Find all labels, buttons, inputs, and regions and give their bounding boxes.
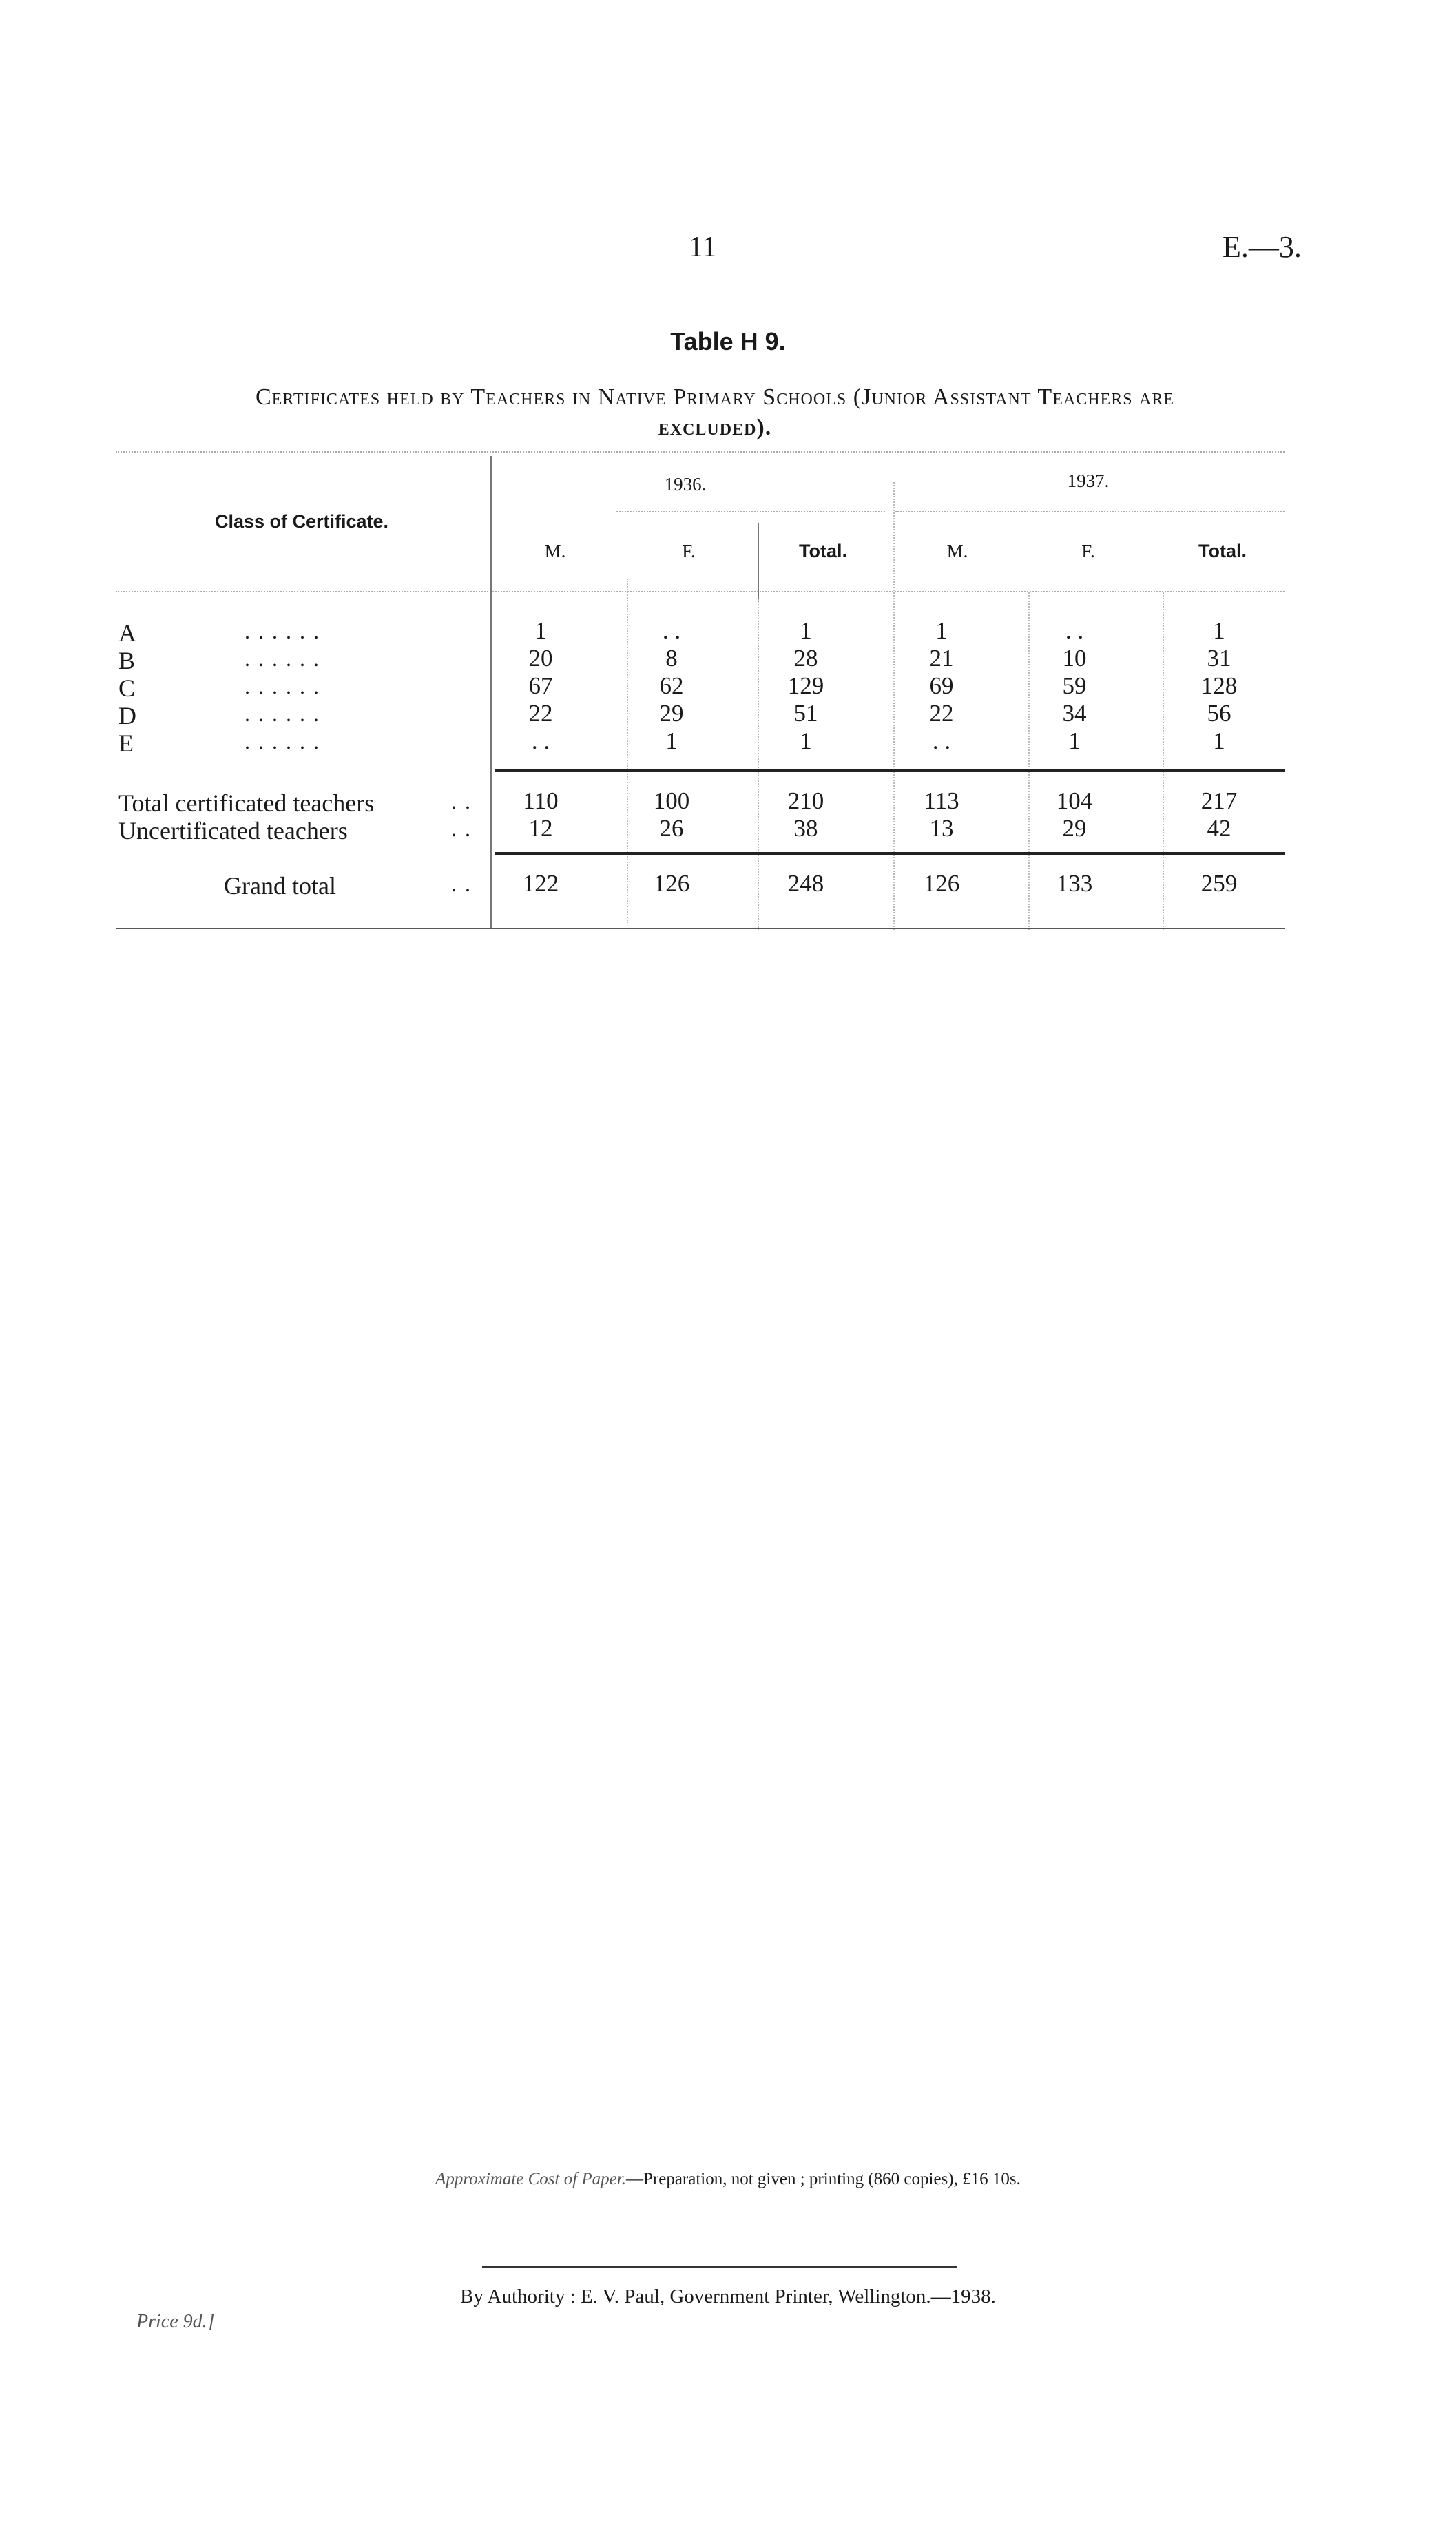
leader-dots: . . . . . .	[245, 701, 320, 726]
cell-value: 122	[522, 870, 559, 897]
document-reference: E.—3.	[1223, 230, 1302, 264]
leader-dots: . .	[451, 816, 472, 841]
table-caption	[116, 382, 1314, 443]
printer-authority: By Authority : E. V. Paul, Government Printer, Wellington.—1938.	[460, 2285, 996, 2308]
price: Price 9d.]	[136, 2311, 215, 2332]
cell-value: 1	[1068, 727, 1081, 754]
cell-value: 217	[1200, 787, 1238, 814]
cell-value: 259	[1200, 870, 1238, 897]
col-f-1936: F.	[682, 541, 696, 561]
cell-value: 210	[787, 787, 824, 814]
cell-value: 38	[793, 815, 818, 842]
cell-value: 13	[929, 815, 954, 842]
row-label: Uncertificated teachers	[118, 817, 348, 844]
cell-value: 1	[1213, 617, 1225, 644]
table-title: Table H 9.	[670, 327, 786, 355]
cell-value: 129	[787, 672, 824, 699]
cell-value: . .	[1065, 617, 1084, 644]
row-label: Grand total	[224, 872, 336, 900]
row-label: C	[118, 674, 136, 702]
cell-value: 29	[659, 700, 684, 727]
cell-value: 20	[528, 645, 553, 672]
col-m-1937: M.	[946, 541, 968, 561]
table-bottom-rule	[116, 928, 1285, 929]
leader-dots: . .	[451, 789, 472, 813]
cell-value: 22	[929, 700, 954, 727]
cell-value: 69	[929, 672, 954, 699]
cell-value: 8	[665, 645, 678, 672]
cell-value: 21	[929, 645, 954, 672]
cell-value: . .	[932, 727, 951, 754]
cell-value: 1	[665, 727, 678, 754]
cell-value: 133	[1056, 870, 1093, 897]
cell-value: 22	[528, 700, 553, 727]
cell-value: 29	[1062, 815, 1087, 842]
col-divider-2-top	[758, 523, 759, 599]
year-1936-header: 1936.	[664, 474, 707, 495]
footer-divider	[482, 2266, 957, 2268]
stub-divider	[490, 456, 492, 928]
leader-dots: . . . . . .	[245, 674, 320, 698]
cost-footnote	[0, 2170, 1456, 2189]
cell-value: 26	[659, 815, 684, 842]
cell-value: 110	[523, 787, 559, 814]
col-total-1936: Total.	[799, 541, 847, 561]
cell-value: 1	[1213, 727, 1225, 754]
cell-value: 10	[1062, 645, 1087, 672]
leader-dots: . .	[451, 871, 472, 896]
cell-value: 128	[1200, 672, 1238, 699]
cell-value: 100	[653, 787, 690, 814]
year-1937-header: 1937.	[1067, 470, 1110, 491]
cell-value: 1	[800, 617, 812, 644]
col-divider-5	[1163, 592, 1164, 930]
row-label: B	[118, 647, 136, 674]
cell-value: 126	[923, 870, 960, 897]
table-caption-line2: excluded).	[658, 415, 772, 440]
cell-value: 62	[659, 672, 684, 699]
cell-value: 31	[1207, 645, 1231, 672]
cell-value: 12	[528, 815, 553, 842]
leader-dots: . . . . . .	[245, 729, 320, 754]
cell-value: 67	[528, 672, 553, 699]
year-1937-rule	[895, 511, 1285, 512]
table-top-rule	[116, 451, 1285, 453]
cell-value: . .	[662, 617, 681, 644]
cell-value: 59	[1062, 672, 1087, 699]
header-bottom-rule	[116, 591, 1285, 592]
cell-value: 104	[1056, 787, 1093, 814]
row-label: Total certificated teachers	[118, 789, 375, 817]
subtotal-rule	[495, 769, 1285, 772]
table-caption-line1: Certificates held by Teachers in Native Primary Schools (Junior Assistant Teachers are	[255, 384, 1175, 410]
cell-value: 113	[924, 787, 959, 814]
leader-dots: . . . . . .	[245, 646, 320, 671]
row-label: D	[118, 702, 136, 729]
row-label: A	[118, 619, 136, 647]
col-m-1936: M.	[544, 541, 566, 561]
cell-value: 34	[1062, 700, 1087, 727]
cell-value: 126	[653, 870, 690, 897]
cell-value: 1	[800, 727, 812, 754]
cell-value: 1	[935, 617, 948, 644]
col-f-1937: F.	[1081, 541, 1095, 561]
year-1936-rule	[616, 511, 885, 512]
stub-header: Class of Certificate.	[214, 511, 389, 532]
cost-label: Approximate Cost of Paper.	[435, 2170, 626, 2188]
leader-dots: . . . . . .	[245, 619, 320, 643]
cell-value: 1	[534, 617, 547, 644]
cost-text: —Preparation, not given ; printing (860 copies), £16 10s.	[626, 2170, 1021, 2188]
page-number: 11	[689, 231, 717, 263]
cell-value: 42	[1207, 815, 1231, 842]
col-total-1937: Total.	[1198, 541, 1247, 561]
grand-total-rule	[495, 852, 1285, 855]
cell-value: 248	[787, 870, 824, 897]
cell-value: 28	[793, 645, 818, 672]
cell-value: 51	[793, 700, 818, 727]
cell-value: . .	[531, 727, 550, 754]
row-label: E	[118, 729, 134, 757]
cell-value: 56	[1207, 700, 1231, 727]
